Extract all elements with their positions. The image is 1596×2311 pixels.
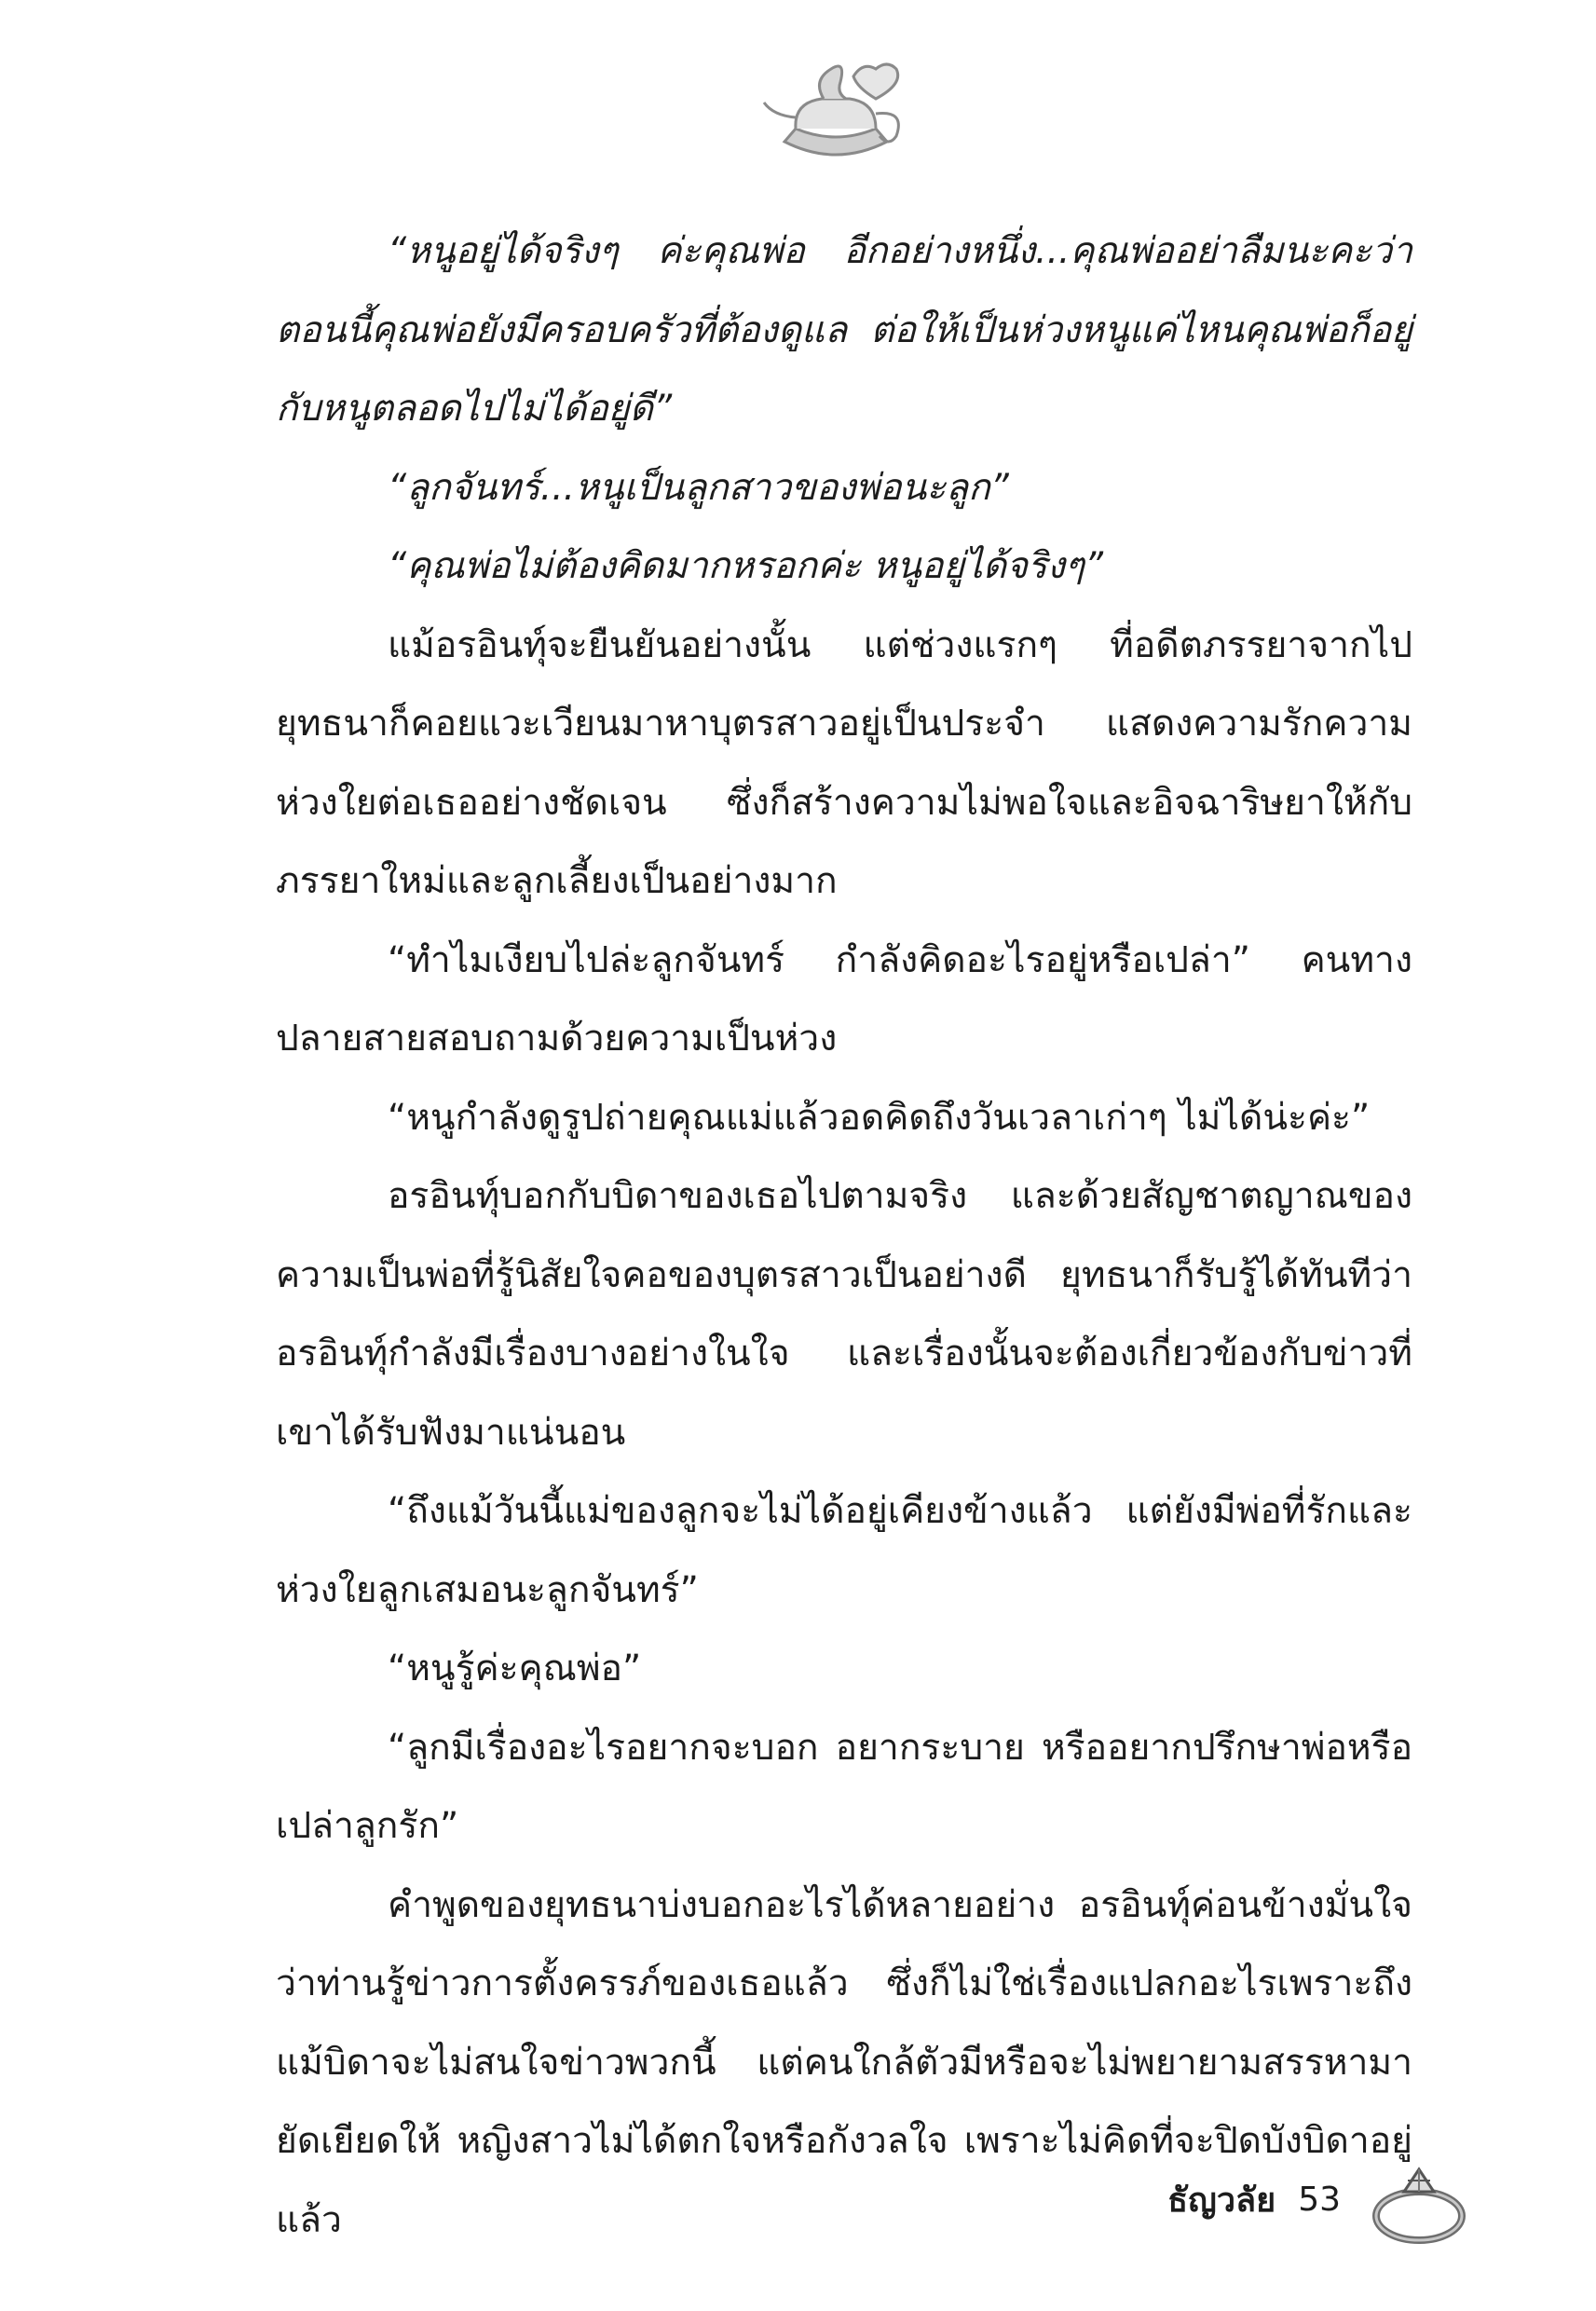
paragraph: อรอินทุ์บอกกับบิดาของเธอไปตามจริง และด้วยสัญชาตญาณของความเป็นพ่อที่รู้นิสัยใจคอของบุตรสาวเป็นอย่างดี ยุทธนาก็รับรู้ได้ทันทีว่าอรอินทุ์กำลังมีเรื่องบางอย่างในใจ และเรื่องนั้นจะต้องเกี่ยวข้องกับข่าวที่เขาได้รับฟังมาแน่นอน: [276, 1175, 1412, 1454]
body-text: [276, 212, 1412, 2260]
paragraph: “หนูกำลังดูรูปถ่ายคุณแม่แล้วอดคิดถึงวันเวลาเก่าๆ ไม่ได้น่ะค่ะ”: [388, 1096, 1371, 1139]
diamond-ring-icon: [1363, 2143, 1475, 2255]
teapot-genie-icon: [757, 56, 915, 166]
paragraph: “หนูอยู่ได้จริงๆ ค่ะคุณพ่อ อีกอย่างหนึ่ง...คุณพ่ออย่าลืมนะคะว่าตอนนี้คุณพ่อยังมีครอบครัวที่ต้องดูแล ต่อให้เป็นห่วงหนูแค่ไหนคุณพ่อก็อยู่กับหนูตลอดไปไม่ได้อยู่ดี”: [276, 230, 1412, 430]
paragraph: “หนูรู้ค่ะคุณพ่อ”: [388, 1648, 642, 1689]
page-footer: [1167, 2143, 1475, 2255]
page-number: 53: [1298, 2180, 1341, 2219]
paragraph: คำพูดของยุทธนาบ่งบอกอะไรได้หลายอย่าง อรอินทุ์ค่อนข้างมั่นใจว่าท่านรู้ข่าวการตั้งครรภ์ของเธอแล้ว ซึ่งก็ไม่ใช่เรื่องแปลกอะไรเพราะถึงแม้บิดาจะไม่สนใจข่าวพวกนี้ แต่คนใกล้ตัวมีหรือจะไม่พยายามสรรหามายัดเยียดให้ หญิงสาวไม่ได้ตกใจหรือกังวลใจ เพราะไม่คิดที่จะปิดบังบิดาอยู่แล้ว: [276, 1883, 1412, 2241]
paragraph: “ลูกมีเรื่องอะไรอยากจะบอก อยากระบาย หรืออยากปรึกษาพ่อหรือเปล่าลูกรัก”: [276, 1726, 1412, 1847]
paragraph: “ลูกจันทร์...หนูเป็นลูกสาวของพ่อนะลูก”: [388, 466, 1009, 509]
paragraph: “คุณพ่อไม่ต้องคิดมากหรอกค่ะ หนูอยู่ได้จริงๆ”: [388, 545, 1104, 587]
paragraph: “ทำไมเงียบไปล่ะลูกจันทร์ กำลังคิดอะไรอยู่หรือเปล่า” คนทางปลายสายสอบถามด้วยความเป็นห่วง: [276, 938, 1412, 1060]
book-title: ธัญวลัย: [1167, 2181, 1276, 2220]
paragraph: “ถึงแม้วันนี้แม่ของลูกจะไม่ได้อยู่เคียงข้างแล้ว แต่ยังมีพ่อที่รักและห่วงใยลูกเสมอนะลูกจันทร์”: [276, 1490, 1412, 1611]
paragraph: แม้อรอินทุ์จะยืนยันอย่างนั้น แต่ช่วงแรกๆ ที่อดีตภรรยาจากไปยุทธนาก็คอยแวะเวียนมาหาบุตรสาวอยู่เป็นประจำ แสดงความรักความห่วงใยต่อเธออย่างชัดเจน ซึ่งก็สร้างความไม่พอใจและอิจฉาริษยาให้กับภรรยาใหม่และลูกเลี้ยงเป็นอย่างมาก: [276, 623, 1412, 902]
